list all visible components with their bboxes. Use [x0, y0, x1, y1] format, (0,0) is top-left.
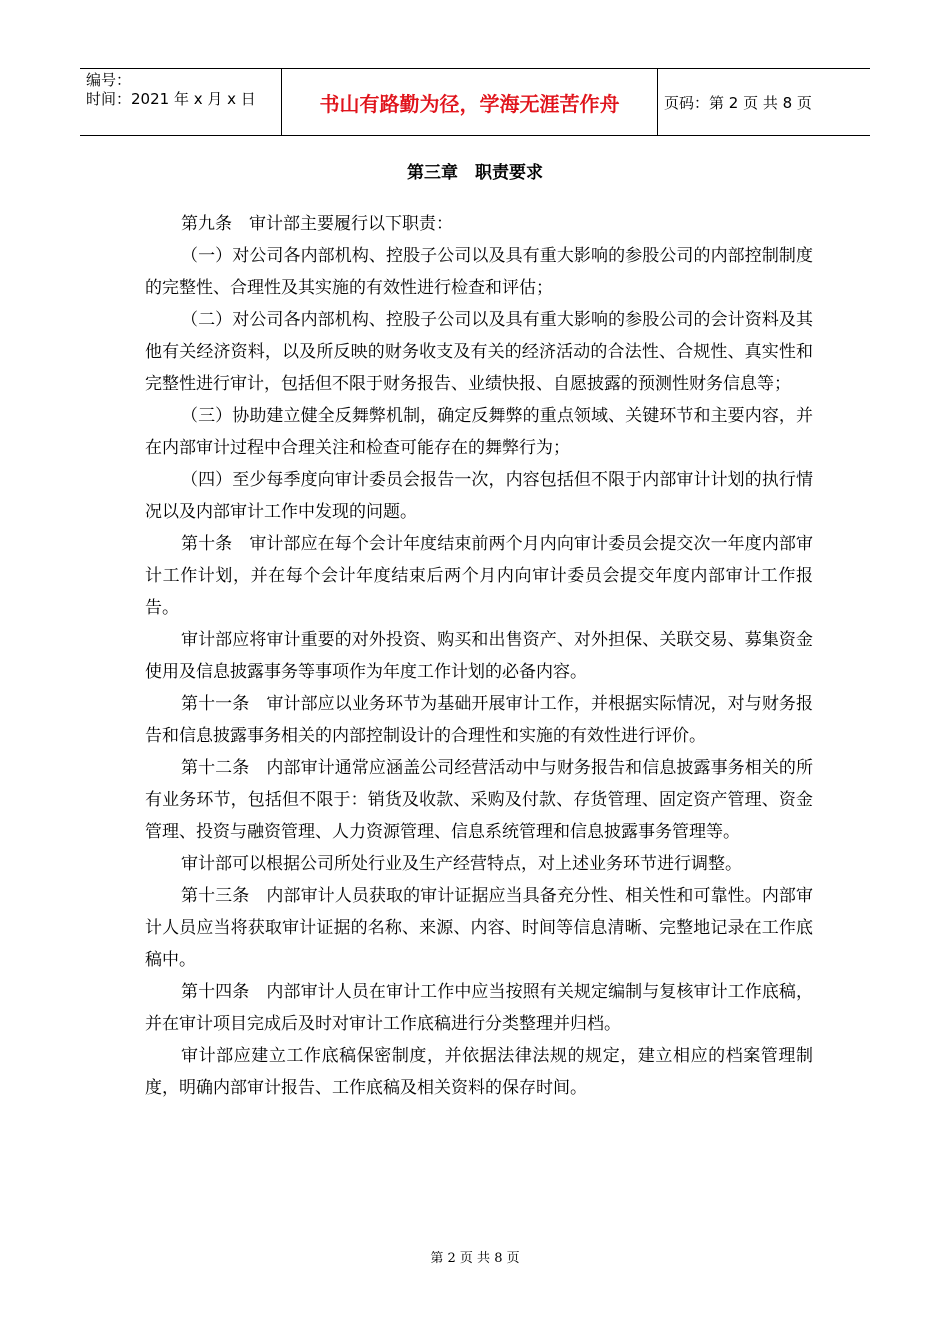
paragraph: （三）协助建立健全反舞弊机制，确定反舞弊的重点领域、关键环节和主要内容，并在内部审计过程中合理关注和检查可能存在的舞弊行为； [145, 406, 813, 458]
paragraph: 第十一条 审计部应以业务环节为基础开展审计工作，并根据实际情况，对与财务报告和信息披露事务相关的内部控制设计的合理性和实施的有效性进行评价。 [145, 694, 813, 746]
paragraph: 第十二条 内部审计通常应涵盖公司经营活动中与财务报告和信息披露事务相关的所有业务环节，包括但不限于：销货及收款、采购及付款、存货管理、固定资产管理、资金管理、投资与融资管理、人力资源管理、信息系统管理和信息披露事务管理等。 [145, 758, 813, 842]
paragraph: （四）至少每季度向审计委员会报告一次，内容包括但不限于内部审计计划的执行情况以及内部审计工作中发现的问题。 [145, 470, 813, 522]
paragraph: 第十三条 内部审计人员获取的审计证据应当具备充分性、相关性和可靠性。内部审计人员应当将获取审计证据的名称、来源、内容、时间等信息清晰、完整地记录在工作底稿中。 [145, 886, 813, 970]
paragraph: （一）对公司各内部机构、控股子公司以及具有重大影响的参股公司的内部控制制度的完整性、合理性及其实施的有效性进行检查和评估； [145, 246, 813, 298]
header-info [80, 69, 282, 135]
document-date: 时间：2021 年 x 月 x 日 [86, 90, 256, 108]
paragraph: （二）对公司各内部机构、控股子公司以及具有重大影响的参股公司的会计资料及其他有关经济资料，以及所反映的财务收支及有关的经济活动的合法性、合规性、真实性和完整性进行审计，包括但不限于财务报告、业绩快报、自愿披露的预测性财务信息等； [145, 310, 813, 394]
paragraph: 审计部应将审计重要的对外投资、购买和出售资产、对外担保、关联交易、募集资金使用及信息披露事务等事项作为年度工作计划的必备内容。 [145, 630, 813, 682]
paragraph: 审计部可以根据公司所处行业及生产经营特点，对上述业务环节进行调整。 [181, 854, 742, 874]
chapter-title: 第三章 职责要求 [407, 163, 543, 183]
header-motto: 书山有路勤为径，学海无涯苦作舟 [282, 69, 658, 135]
paragraph: 第十四条 内部审计人员在审计工作中应当按照有关规定编制与复核审计工作底稿，并在审计项目完成后及时对审计工作底稿进行分类整理并归档。 [145, 982, 813, 1034]
paragraph: 第十条 审计部应在每个会计年度结束前两个月内向审计委员会提交次一年度内部审计工作计划，并在每个会计年度结束后两个月内向审计委员会提交年度内部审计工作报告。 [145, 534, 813, 618]
page-header [80, 68, 870, 136]
page-footer: 第 2 页 共 8 页 [430, 1251, 520, 1266]
document-body [145, 208, 813, 1104]
paragraph: 审计部应建立工作底稿保密制度，并依据法律法规的规定，建立相应的档案管理制度，明确内部审计报告、工作底稿及相关资料的保存时间。 [145, 1046, 813, 1098]
document-code: 编号： [86, 71, 132, 89]
header-page-number: 页码：第 2 页 共 8 页 [664, 93, 812, 112]
paragraph: 第九条 审计部主要履行以下职责： [181, 214, 453, 234]
